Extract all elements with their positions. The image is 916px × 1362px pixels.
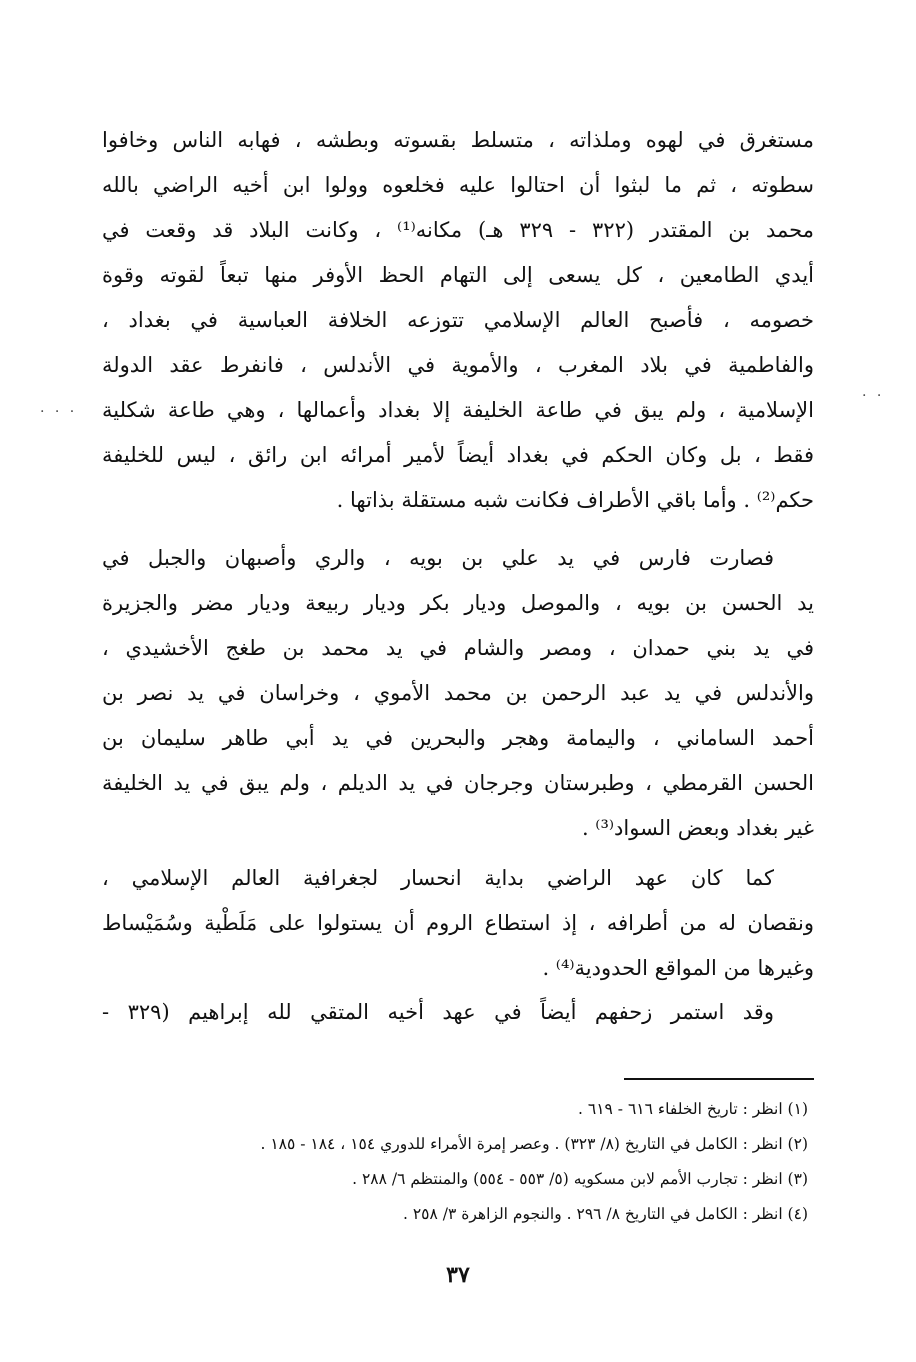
paragraph-4: [102, 990, 814, 1035]
margin-mark-left: . . .: [40, 400, 78, 416]
footnote-2: (٢) انظر : الكامل في التاريخ (٨/ ٣٢٣) . وعصر إمرة الأمراء للدوري ١٥٤ ، ١٨٤ - ١٨٥ .: [260, 1135, 808, 1153]
page-number: ٣٧: [446, 1262, 470, 1288]
text-line: الإسلامية ، ولم يبق في طاعة الخليفة إلا بغداد وأعمالها ، وهي طاعة شكلية: [102, 398, 814, 422]
paragraph-2: [102, 536, 814, 851]
text-line: غير بغداد وبعض السواد⁽³⁾ .: [581, 816, 814, 840]
text-line: الحسن القرمطي ، وطبرستان وجرجان في يد الديلم ، ولم يبق في يد الخليفة: [102, 771, 814, 795]
text-line: والأندلس في يد عبد الرحمن بن محمد الأموي ، وخراسان في يد نصر بن: [102, 681, 814, 705]
text-line: سطوته ، ثم ما لبثوا أن احتالوا عليه فخلعوه وولوا ابن أخيه الراضي بالله: [102, 173, 814, 197]
text-line: مستغرق في لهوه وملذاته ، متسلط بقسوته وبطشه ، فهابه الناس وخافوا: [102, 128, 814, 152]
text-line: فقط ، بل وكان الحكم في بغداد أيضاً لأمير أمرائه ابن رائق ، ليس للخليفة: [102, 443, 814, 467]
text-line: في يد بني حمدان ، ومصر والشام في يد محمد بن طغج الأخشيدي ،: [102, 636, 814, 660]
text-line: يد الحسن بن بويه ، والموصل وديار بكر وديار ربيعة وديار مضر والجزيرة: [102, 591, 814, 615]
text-line: خصومه ، فأصبح العالم الإسلامي تتوزعه الخلافة العباسية في بغداد ،: [102, 308, 814, 332]
footnote-4: (٤) انظر : الكامل في التاريخ ٨/ ٢٩٦ . والنجوم الزاهرة ٣/ ٢٥٨ .: [403, 1205, 808, 1223]
text-line: أيدي الطامعين ، كل يسعى إلى التهام الحظ الأوفر منها تبعاً لقوته وقوة: [102, 263, 814, 287]
margin-mark-right: . .: [862, 384, 885, 400]
text-line: وقد استمر زحفهم أيضاً في عهد أخيه المتقي لله إبراهيم (٣٢٩ -: [102, 1000, 774, 1024]
text-line: وغيرها من المواقع الحدودية⁽⁴⁾ .: [542, 956, 814, 980]
text-line: فصارت فارس في يد علي بن بويه ، والري وأصبهان والجبل في: [102, 546, 774, 570]
text-line: محمد بن المقتدر (٣٢٢ - ٣٢٩ هـ) مكانه⁽¹⁾ ، وكانت البلاد قد وقعت في: [102, 218, 814, 242]
text-line: حكم⁽²⁾ . وأما باقي الأطراف فكانت شبه مستقلة بذاتها .: [336, 488, 814, 512]
footnote-separator: [624, 1078, 814, 1080]
footnote-3: (٣) انظر : تجارب الأمم لابن مسكويه (٥/ ٥٥٣ - ٥٥٤) والمنتظم ٦/ ٢٨٨ .: [352, 1170, 808, 1188]
footnote-1: (١) انظر : تاريخ الخلفاء ٦١٦ - ٦١٩ .: [578, 1100, 808, 1118]
text-line: والفاطمية في بلاد المغرب ، والأموية في الأندلس ، فانفرط عقد الدولة: [102, 353, 814, 377]
text-line: أحمد الساماني ، واليمامة وهجر والبحرين في يد أبي طاهر سليمان بن: [102, 726, 814, 750]
paragraph-3: [102, 856, 814, 991]
text-line: كما كان عهد الراضي بداية انحسار لجغرافية العالم الإسلامي ،: [102, 866, 774, 890]
text-line: ونقصان له من أطرافه ، إذ استطاع الروم أن يستولوا على مَلَطْية وسُمَيْساط: [102, 911, 814, 935]
paragraph-1: [102, 118, 814, 523]
footnotes: [102, 1092, 814, 1232]
